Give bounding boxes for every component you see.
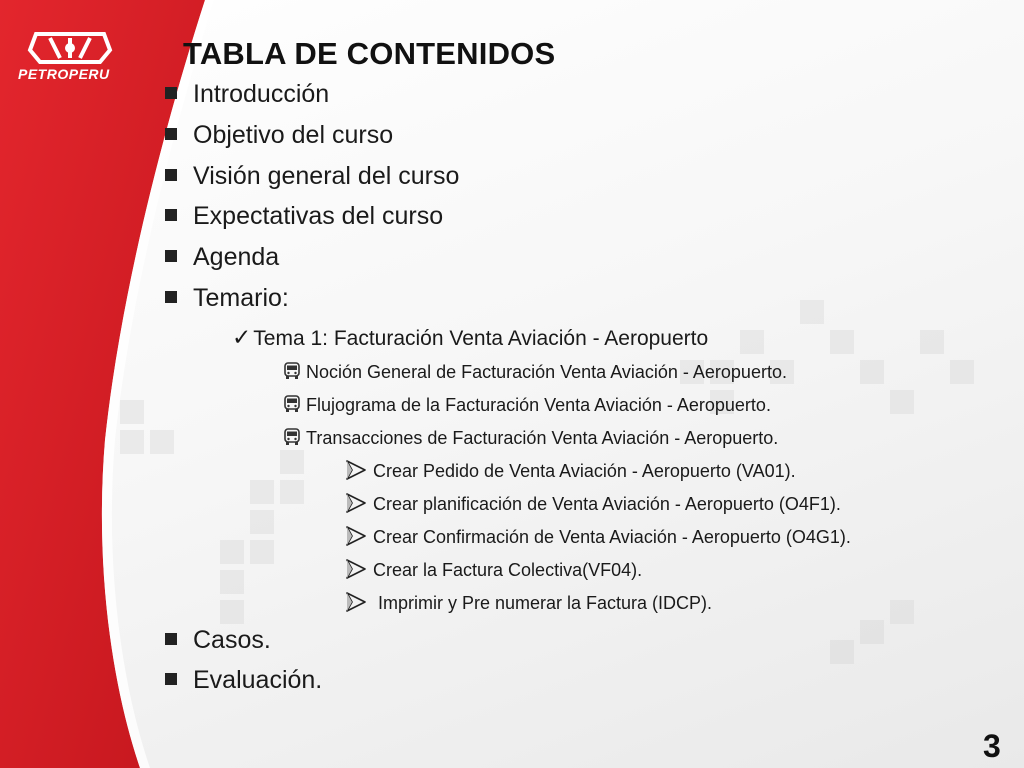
toc-subitem-tema1: [232, 324, 708, 351]
toc-subitem-flujograma: [283, 395, 771, 416]
toc-item-agenda: [165, 243, 279, 272]
toc-item-label: Crear Confirmación de Venta Aviación - Aeropuerto (O4G1).: [373, 527, 851, 547]
arrow-right-icon: [345, 493, 367, 513]
toc-subitem-va01: [345, 460, 796, 482]
toc-subitem-o4g1: [345, 526, 851, 548]
toc-subitem-transacciones: [283, 428, 778, 449]
toc-item-vision: [165, 162, 459, 191]
toc-item-casos: [165, 626, 271, 655]
toc-item-label: Visión general del curso: [193, 162, 460, 190]
toc-subitem-vf04: [345, 559, 642, 581]
toc-item-objetivo: [165, 121, 393, 150]
toc-item-label: Noción General de Facturación Venta Aviación - Aeropuerto.: [306, 362, 787, 382]
square-bullet-icon: [165, 291, 177, 303]
toc-item-label: Temario:: [193, 284, 289, 312]
toc-subitem-o4f1: [345, 493, 841, 515]
toc-item-label: Objetivo del curso: [193, 121, 394, 149]
square-bullet-icon: [165, 87, 177, 99]
toc-item-expectativas: [165, 202, 443, 231]
toc-item-label: Transacciones de Facturación Venta Aviación - Aeropuerto.: [306, 428, 779, 448]
page-title: TABLA DE CONTENIDOS: [183, 36, 556, 71]
square-bullet-icon: [165, 169, 177, 181]
toc-item-label: Crear la Factura Colectiva(VF04).: [373, 560, 643, 580]
arrow-right-icon: [345, 592, 367, 612]
toc-item-label: Flujograma de la Facturación Venta Aviación - Aeropuerto.: [306, 395, 771, 415]
square-bullet-icon: [165, 209, 177, 221]
square-bullet-icon: [165, 633, 177, 645]
toc-subitem-idcp: [345, 592, 712, 614]
toc-item-label: Agenda: [193, 243, 280, 271]
toc-item-temario: [165, 284, 289, 313]
bus-icon: [283, 428, 301, 446]
toc-item-label: Crear planificación de Venta Aviación - Aeropuerto (O4F1).: [373, 494, 841, 514]
toc-item-evaluacion: [165, 666, 322, 695]
toc-item-label: Evaluación.: [193, 666, 323, 694]
bus-icon: [283, 395, 301, 413]
toc-item-label: Tema 1: Facturación Venta Aviación - Aeropuerto: [253, 327, 709, 350]
square-bullet-icon: [165, 673, 177, 685]
logo-text: PETROPERU: [18, 66, 110, 82]
toc-item-label: Crear Pedido de Venta Aviación - Aeropuerto (VA01).: [373, 461, 796, 481]
toc-item-label: Casos.: [193, 626, 271, 654]
toc-item-introduccion: [165, 80, 329, 109]
toc-item-label: Introducción: [193, 80, 330, 108]
arrow-right-icon: [345, 460, 367, 480]
toc-item-label: Expectativas del curso: [193, 202, 444, 230]
toc-item-label: Imprimir y Pre numerar la Factura (IDCP).: [373, 593, 713, 613]
bus-icon: [283, 362, 301, 380]
checkmark-icon: ✓: [232, 324, 252, 350]
toc-subitem-nocion: [283, 362, 787, 383]
slide-number: 3: [983, 728, 1001, 764]
square-bullet-icon: [165, 250, 177, 262]
square-bullet-icon: [165, 128, 177, 140]
arrow-right-icon: [345, 559, 367, 579]
arrow-right-icon: [345, 526, 367, 546]
